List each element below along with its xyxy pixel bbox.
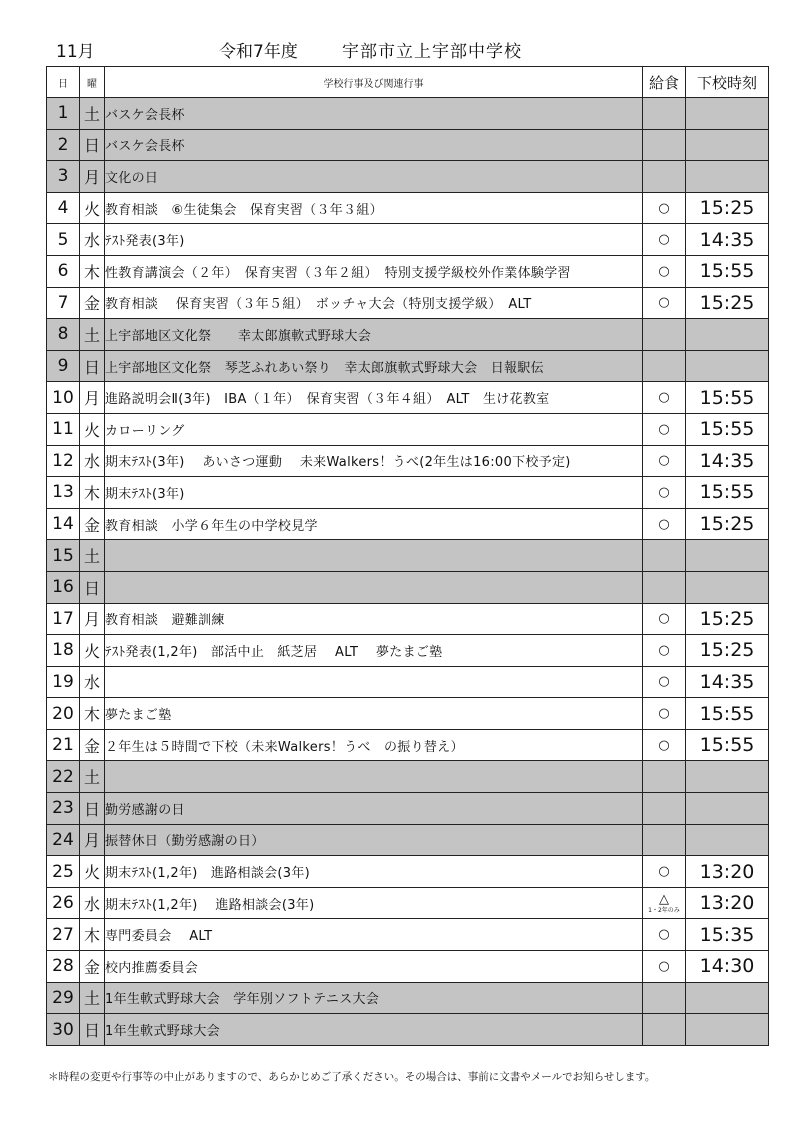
day-cell: 5 (47, 224, 80, 256)
lunch-mark: ○ (658, 421, 670, 437)
lunch-cell (643, 350, 686, 382)
lunch-cell (643, 919, 686, 951)
events-cell: ２年生は５時間で下校（未来Walkers！うべ の振り替え） (105, 729, 643, 761)
events-cell: 進路説明会Ⅱ(3年) IBA（１年） 保育実習（３年４組） ALT 生け花教室 (105, 382, 643, 414)
day-cell: 14 (47, 508, 80, 540)
day-cell: 25 (47, 856, 80, 888)
day-cell: 24 (47, 824, 80, 856)
column-header-lunch: 給食 (643, 67, 686, 98)
table-row (47, 635, 769, 667)
lunch-mark: ○ (658, 390, 670, 406)
weekday-cell: 火 (80, 635, 105, 667)
events-cell: 教育相談 保育実習（３年５組） ボッチャ大会（特別支援学級） ALT (105, 287, 643, 319)
weekday-cell: 土 (80, 761, 105, 793)
day-cell: 26 (47, 887, 80, 919)
day-cell: 2 (47, 129, 80, 161)
lunch-note: 1・2年のみ (648, 906, 680, 914)
column-header-events: 学校行事及び関連行事 (105, 67, 643, 98)
table-row (47, 761, 769, 793)
events-cell: 上宇部地区文化祭 琴芝ふれあい祭り 幸太郎旗軟式野球大会 日報駅伝 (105, 350, 643, 382)
table-row (47, 666, 769, 698)
weekday-cell: 金 (80, 287, 105, 319)
lunch-mark: ○ (658, 674, 670, 690)
weekday-cell: 日 (80, 793, 105, 825)
lunch-mark: ○ (658, 927, 670, 943)
table-row (47, 1014, 769, 1046)
column-header-dismissal: 下校時刻 (686, 67, 769, 98)
events-cell: カローリング (105, 413, 643, 445)
lunch-cell (643, 887, 686, 919)
column-header-day: 日 (47, 67, 80, 98)
day-cell: 9 (47, 350, 80, 382)
lunch-cell (643, 540, 686, 572)
day-cell: 22 (47, 761, 80, 793)
dismissal-time-cell: 15:35 (686, 919, 769, 951)
lunch-mark: ○ (658, 453, 670, 469)
day-cell: 16 (47, 571, 80, 603)
lunch-cell (643, 951, 686, 983)
day-cell: 29 (47, 982, 80, 1014)
events-cell: 勤労感謝の日 (105, 793, 643, 825)
lunch-cell (643, 761, 686, 793)
table-row (47, 382, 769, 414)
dismissal-time-cell (686, 319, 769, 351)
weekday-cell: 月 (80, 824, 105, 856)
weekday-cell: 日 (80, 571, 105, 603)
lunch-cell (643, 192, 686, 224)
table-row (47, 445, 769, 477)
lunch-cell (643, 255, 686, 287)
table-row (47, 192, 769, 224)
dismissal-time-cell: 14:30 (686, 951, 769, 983)
weekday-cell: 火 (80, 192, 105, 224)
events-cell (105, 666, 643, 698)
events-cell (105, 761, 643, 793)
lunch-mark: ○ (658, 516, 670, 532)
dismissal-time-cell: 15:25 (686, 287, 769, 319)
weekday-cell: 火 (80, 413, 105, 445)
table-row (47, 729, 769, 761)
lunch-cell (643, 698, 686, 730)
table-row (47, 698, 769, 730)
table-row (47, 161, 769, 193)
events-cell: ﾃｽﾄ発表(3年) (105, 224, 643, 256)
table-row (47, 824, 769, 856)
footnote: ＊時程の変更や行事等の中止がありますので、あらかじめご了承ください。その場合は、事前に文書やメールでお知らせします。 (48, 1071, 656, 1083)
weekday-cell: 土 (80, 98, 105, 130)
day-cell: 12 (47, 445, 80, 477)
events-cell: バスケ会長杯 (105, 129, 643, 161)
lunch-cell (643, 571, 686, 603)
table-row (47, 919, 769, 951)
day-cell: 17 (47, 603, 80, 635)
weekday-cell: 土 (80, 982, 105, 1014)
dismissal-time-cell: 14:35 (686, 224, 769, 256)
lunch-cell (643, 382, 686, 414)
lunch-cell (643, 413, 686, 445)
table-row (47, 887, 769, 919)
dismissal-time-cell (686, 98, 769, 130)
column-header-weekday: 曜 (80, 67, 105, 98)
table-row (47, 856, 769, 888)
table-row (47, 508, 769, 540)
lunch-mark: ○ (658, 263, 670, 279)
month-title: 11月 (56, 42, 95, 62)
events-cell: 振替休日（勤労感謝の日） (105, 824, 643, 856)
lunch-cell (643, 508, 686, 540)
events-cell (105, 540, 643, 572)
lunch-cell (643, 445, 686, 477)
lunch-mark: ○ (658, 958, 670, 974)
dismissal-time-cell: 15:55 (686, 413, 769, 445)
events-cell: 専門委員会 ALT (105, 919, 643, 951)
dismissal-time-cell: 15:25 (686, 635, 769, 667)
dismissal-time-cell: 14:35 (686, 445, 769, 477)
weekday-cell: 金 (80, 951, 105, 983)
dismissal-time-cell (686, 1014, 769, 1046)
table-row (47, 319, 769, 351)
table-row (47, 540, 769, 572)
day-cell: 18 (47, 635, 80, 667)
events-cell (105, 571, 643, 603)
events-cell: 文化の日 (105, 161, 643, 193)
lunch-cell (643, 856, 686, 888)
events-cell: ﾃｽﾄ発表(1,2年) 部活中止 紙芝居 ALT 夢たまご塾 (105, 635, 643, 667)
events-cell: 1年生軟式野球大会 学年別ソフトテニス大会 (105, 982, 643, 1014)
weekday-cell: 水 (80, 445, 105, 477)
lunch-mark: ○ (658, 200, 670, 216)
lunch-mark: ○ (658, 611, 670, 627)
table-header-row (47, 67, 769, 98)
day-cell: 19 (47, 666, 80, 698)
lunch-mark: ○ (658, 706, 670, 722)
table-row (47, 603, 769, 635)
table-row (47, 224, 769, 256)
lunch-cell (643, 982, 686, 1014)
dismissal-time-cell (686, 761, 769, 793)
events-cell: 期末ﾃｽﾄ(3年) (105, 477, 643, 509)
table-row (47, 477, 769, 509)
dismissal-time-cell: 15:55 (686, 477, 769, 509)
dismissal-time-cell (686, 571, 769, 603)
table-row (47, 350, 769, 382)
lunch-mark: ○ (658, 484, 670, 500)
dismissal-time-cell (686, 129, 769, 161)
dismissal-time-cell: 14:35 (686, 666, 769, 698)
lunch-cell (643, 666, 686, 698)
dismissal-time-cell: 15:55 (686, 698, 769, 730)
lunch-cell (643, 635, 686, 667)
weekday-cell: 金 (80, 508, 105, 540)
dismissal-time-cell: 15:25 (686, 192, 769, 224)
day-cell: 10 (47, 382, 80, 414)
lunch-cell (643, 98, 686, 130)
lunch-cell (643, 729, 686, 761)
weekday-cell: 日 (80, 129, 105, 161)
day-cell: 4 (47, 192, 80, 224)
events-cell: 教育相談 ⑥生徒集会 保育実習（３年３組） (105, 192, 643, 224)
table-row (47, 129, 769, 161)
table-row (47, 793, 769, 825)
table-row (47, 951, 769, 983)
table-row (47, 571, 769, 603)
weekday-cell: 水 (80, 887, 105, 919)
dismissal-time-cell (686, 824, 769, 856)
lunch-cell (643, 129, 686, 161)
lunch-cell (643, 603, 686, 635)
table-row (47, 982, 769, 1014)
dismissal-time-cell: 15:25 (686, 508, 769, 540)
weekday-cell: 火 (80, 856, 105, 888)
day-cell: 8 (47, 319, 80, 351)
dismissal-time-cell (686, 161, 769, 193)
weekday-cell: 木 (80, 698, 105, 730)
weekday-cell: 月 (80, 161, 105, 193)
dismissal-time-cell: 13:20 (686, 856, 769, 888)
weekday-cell: 日 (80, 350, 105, 382)
dismissal-time-cell (686, 540, 769, 572)
day-cell: 1 (47, 98, 80, 130)
monthly-schedule-table (46, 66, 769, 1046)
weekday-cell: 日 (80, 1014, 105, 1046)
weekday-cell: 水 (80, 224, 105, 256)
weekday-cell: 土 (80, 319, 105, 351)
events-cell: 期末ﾃｽﾄ(1,2年) 進路相談会(3年) (105, 856, 643, 888)
dismissal-time-cell (686, 793, 769, 825)
events-cell: 期末ﾃｽﾄ(3年) あいさつ運動 未来Walkers！うべ(2年生は16:00下校予定) (105, 445, 643, 477)
table-row (47, 255, 769, 287)
dismissal-time-cell (686, 350, 769, 382)
schedule-body (47, 98, 769, 1046)
dismissal-time-cell (686, 982, 769, 1014)
day-cell: 23 (47, 793, 80, 825)
page-header (56, 38, 756, 66)
weekday-cell: 木 (80, 255, 105, 287)
events-cell: 上宇部地区文化祭 幸太郎旗軟式野球大会 (105, 319, 643, 351)
dismissal-time-cell: 15:55 (686, 382, 769, 414)
events-cell: 夢たまご塾 (105, 698, 643, 730)
dismissal-time-cell: 15:55 (686, 255, 769, 287)
lunch-cell (643, 319, 686, 351)
day-cell: 11 (47, 413, 80, 445)
weekday-cell: 土 (80, 540, 105, 572)
lunch-cell (643, 824, 686, 856)
weekday-cell: 木 (80, 919, 105, 951)
day-cell: 28 (47, 951, 80, 983)
lunch-mark: ○ (658, 737, 670, 753)
lunch-mark: ○ (658, 232, 670, 248)
fiscal-year: 令和7年度 (219, 42, 298, 62)
lunch-mark: ○ (658, 864, 670, 880)
events-cell: 期末ﾃｽﾄ(1,2年) 進路相談会(3年) (105, 887, 643, 919)
school-name: 宇部市立上宇部中学校 (342, 42, 522, 62)
table-row (47, 287, 769, 319)
events-cell: 教育相談 小学６年生の中学校見学 (105, 508, 643, 540)
table-row (47, 98, 769, 130)
dismissal-time-cell: 15:55 (686, 729, 769, 761)
events-cell: 1年生軟式野球大会 (105, 1014, 643, 1046)
weekday-cell: 月 (80, 603, 105, 635)
lunch-mark: ○ (658, 642, 670, 658)
day-cell: 7 (47, 287, 80, 319)
dismissal-time-cell: 15:25 (686, 603, 769, 635)
events-cell: バスケ会長杯 (105, 98, 643, 130)
events-cell: 性教育講演会（２年） 保育実習（３年２組） 特別支援学級校外作業体験学習 (105, 255, 643, 287)
day-cell: 15 (47, 540, 80, 572)
lunch-mark: ○ (658, 295, 670, 311)
day-cell: 21 (47, 729, 80, 761)
weekday-cell: 水 (80, 666, 105, 698)
dismissal-time-cell: 13:20 (686, 887, 769, 919)
weekday-cell: 木 (80, 477, 105, 509)
day-cell: 27 (47, 919, 80, 951)
day-cell: 30 (47, 1014, 80, 1046)
lunch-cell (643, 477, 686, 509)
events-cell: 校内推薦委員会 (105, 951, 643, 983)
day-cell: 3 (47, 161, 80, 193)
lunch-cell (643, 224, 686, 256)
day-cell: 13 (47, 477, 80, 509)
weekday-cell: 月 (80, 382, 105, 414)
lunch-mark: △ (659, 891, 669, 907)
events-cell: 教育相談 避難訓練 (105, 603, 643, 635)
weekday-cell: 金 (80, 729, 105, 761)
lunch-cell (643, 793, 686, 825)
lunch-cell (643, 161, 686, 193)
lunch-cell (643, 1014, 686, 1046)
table-row (47, 413, 769, 445)
day-cell: 6 (47, 255, 80, 287)
day-cell: 20 (47, 698, 80, 730)
lunch-cell (643, 287, 686, 319)
